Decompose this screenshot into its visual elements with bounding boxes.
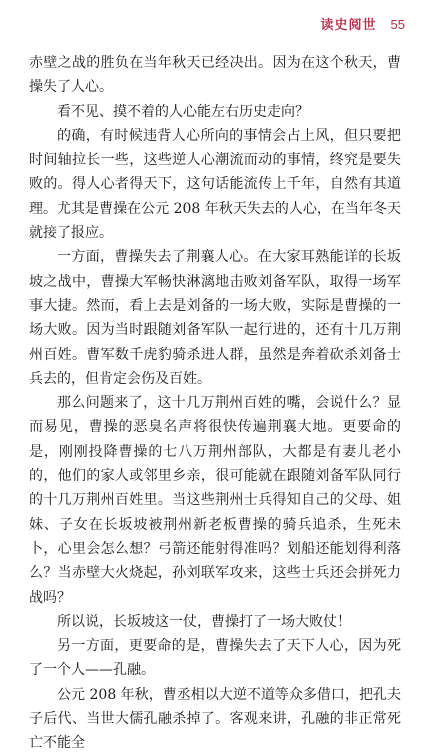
running-header <box>321 14 405 33</box>
header-title: 读史阅世 <box>320 18 377 33</box>
paragraph: 另一方面，更要命的是，曹操失去了天下人心，因为死了一个人——孔融。 <box>29 638 401 679</box>
paragraph: 赤壁之战的胜负在当年秋天已经决出。因为在这个秋天，曹操失了人心。 <box>29 55 401 96</box>
paragraph: 一方面，曹操失去了荆襄人心。在大家耳熟能详的长坂坡之战中，曹操大军畅快淋漓地击败刘备军队，取得一场军事大捷。然而，看上去是刘备的一场大败，实际是曹操的一场大败。因为当时跟随刘备军队一起行进的，还有十几万荆州百姓。曹军数千虎豹骑杀进人群，虽然是奔着砍杀刘备士兵去的，但肯定会伤及百姓。 <box>29 249 401 387</box>
paragraph: 所以说，长坂坡这一仗，曹操打了一场大败仗！ <box>57 613 351 630</box>
body-text <box>29 51 401 756</box>
paragraph: 公元 208 年秋，曹丞相以大逆不道等众多借口，把孔夫子后代、当世大儒孔融杀掉了。客观来讲，孔融的非正常死亡不能全 <box>29 686 401 752</box>
paragraph: 那么问题来了，这十几万荆州百姓的嘴，会说什么？显而易见，曹操的恶臭名声将很快传遍荆襄大地。更要命的是，刚刚投降曹操的七八万荆州部队，大都是有妻儿老小的，他们的家人或邻里乡亲，很可能就在跟随刘备军队同行的十几万荆州百姓里。当这些荆州士兵得知自己的父母、姐妹、子女在长坂坡被荆州新老板曹操的骑兵追杀，生死未卜，心里会怎么想？弓箭还能射得准吗？划船还能划得利落么？当赤壁大火烧起，孙刘联军攻来，这些士兵还会拼死力战吗？ <box>29 395 401 606</box>
page-number: 55 <box>390 17 405 32</box>
paragraph: 看不见、摸不着的人心能左右历史走向？ <box>57 103 309 120</box>
paragraph: 的确，有时候违背人心所向的事情会占上风，但只要把时间轴拉长一些，这些逆人心潮流而动的事情，终究是要失败的。得人心者得天下，这句话能流传上千年，自然有其道理。尤其是曹操在公元 208 年秋天失去的人心，在当年冬天就接了报应。 <box>29 127 401 242</box>
